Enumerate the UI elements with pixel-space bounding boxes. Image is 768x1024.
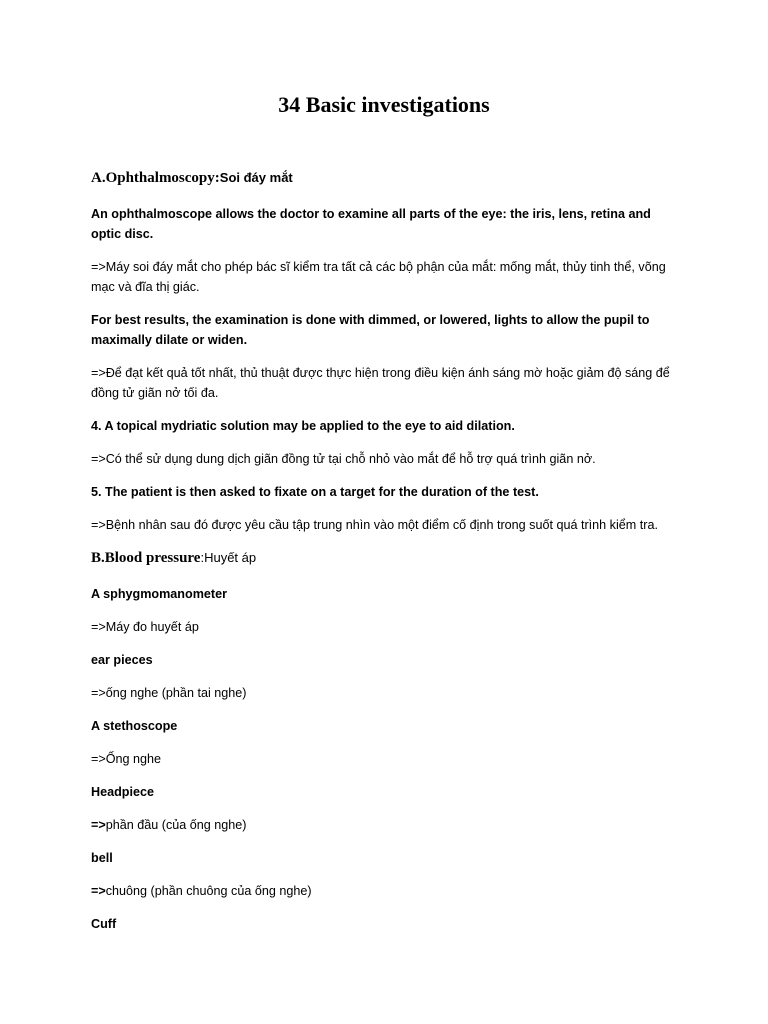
paragraph-vi: =>Có thể sử dụng dung dịch giãn đồng tử tại chỗ nhỏ vào mắt để hỗ trợ quá trình giãn nở.: [91, 452, 596, 466]
section-b-title-vi: :Huyết áp: [200, 550, 257, 565]
paragraph-vi: =>Máy soi đáy mắt cho phép bác sĩ kiểm tra tất cả các bộ phận của mắt: mống mắt, thủy tinh thể, võng mạc và đĩa thị giác.: [91, 260, 666, 294]
term-vi: [91, 815, 676, 835]
section-a-title-vi: Soi đáy mắt: [219, 170, 293, 185]
term-vi-text: chuông (phần chuông của ống nghe): [105, 884, 312, 898]
term-en: Headpiece: [91, 785, 154, 799]
section-b-title-en: B.Blood pressure: [91, 550, 201, 566]
term-en: Cuff: [91, 917, 117, 931]
term-en: A stethoscope: [91, 719, 178, 733]
arrow-marker: =>: [91, 818, 106, 832]
section-a-heading: [91, 168, 676, 188]
page-title: 34 Basic investigations: [278, 92, 490, 117]
paragraph-en: 4. A topical mydriatic solution may be applied to the eye to aid dilation.: [91, 419, 515, 433]
arrow-marker: =>: [91, 884, 106, 898]
term-vi: =>ống nghe (phần tai nghe): [91, 686, 247, 700]
paragraph-vi: =>Bệnh nhân sau đó được yêu cầu tập trung nhìn vào một điểm cố định trong suốt quá trình kiểm tra.: [91, 518, 658, 532]
paragraph-en: An ophthalmoscope allows the doctor to examine all parts of the eye: the iris, lens, retina and optic disc.: [91, 207, 651, 241]
paragraph-en: For best results, the examination is done with dimmed, or lowered, lights to allow the pupil to maximally dilate or widen.: [91, 313, 650, 347]
term-en: A sphygmomanometer: [91, 587, 227, 601]
term-vi: [91, 881, 676, 901]
paragraph-vi: =>Để đạt kết quả tốt nhất, thủ thuật được thực hiện trong điều kiện ánh sáng mờ hoặc giảm độ sáng để đồng tử giãn nở tối đa.: [91, 366, 670, 400]
paragraph-en: 5. The patient is then asked to fixate on a target for the duration of the test.: [91, 485, 539, 499]
term-vi-text: phần đầu (của ống nghe): [105, 818, 247, 832]
term-en: ear pieces: [91, 653, 153, 667]
document-content: [91, 168, 676, 947]
section-a-title-en: A.Ophthalmoscopy:: [91, 170, 220, 186]
term-vi: =>Ống nghe: [91, 752, 162, 766]
term-en: bell: [91, 851, 113, 865]
section-b-heading: [91, 548, 676, 568]
term-vi: =>Máy đo huyết áp: [91, 620, 199, 634]
